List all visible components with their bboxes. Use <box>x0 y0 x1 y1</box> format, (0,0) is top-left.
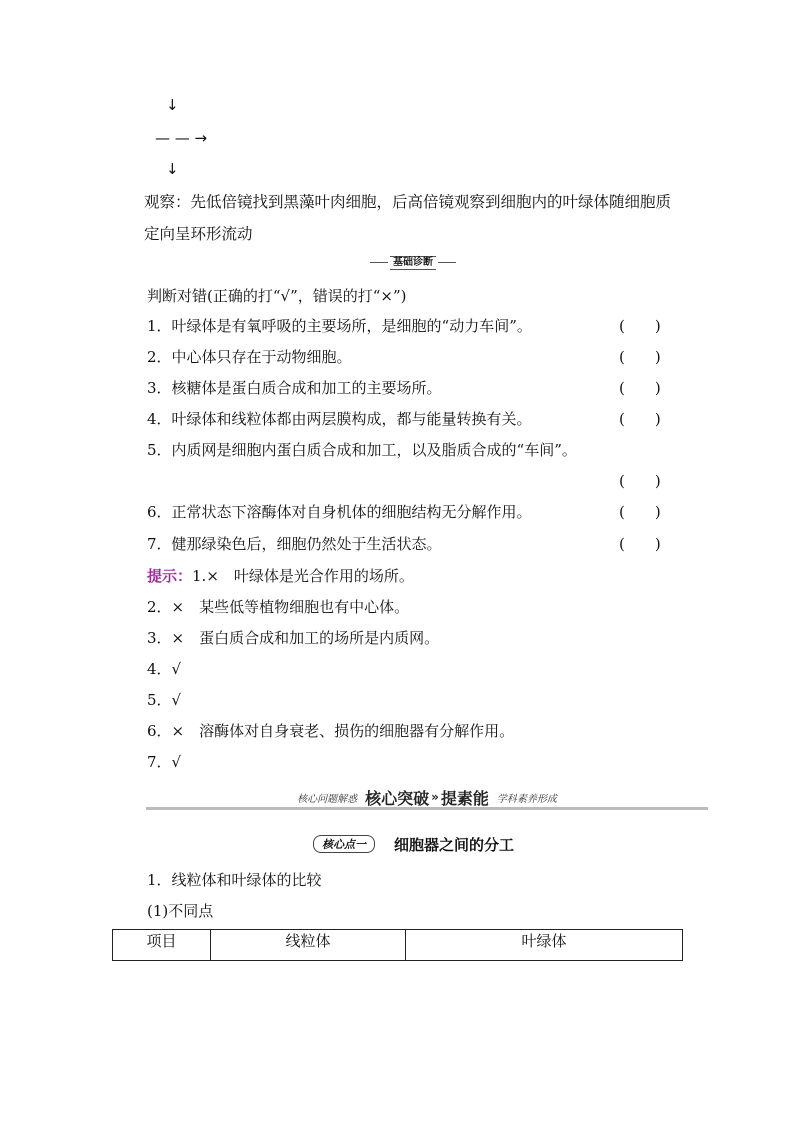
question-2: 2．中心体只存在于动物细胞。 <box>147 348 352 366</box>
table-header-mitochondria: 线粒体 <box>211 930 406 961</box>
answer-paren-4[interactable]: ( ) <box>619 410 661 428</box>
badge-line-right <box>438 262 456 263</box>
question-4: 4．叶绿体和线粒体都由两层膜构成，都与能量转换有关。 <box>147 410 532 428</box>
answer-paren-5[interactable]: ( ) <box>619 472 661 490</box>
answer-paren-3[interactable]: ( ) <box>619 379 661 397</box>
observation-paragraph <box>113 186 683 250</box>
badge-label: 基础诊断 <box>390 256 436 270</box>
banner-main-1: 核心突破 <box>365 788 430 808</box>
answer-paren-7[interactable]: ( ) <box>619 535 661 553</box>
banner-left-text: 核心问题解惑 <box>297 793 358 805</box>
key-point-badge: 核心点一 <box>313 835 375 853</box>
subheading-differences: (1)不同点 <box>147 902 214 920</box>
flow-arrow-down-2: ↓ <box>166 160 179 178</box>
banner-main-2: 提素能 <box>440 788 489 808</box>
hint-line-1 <box>147 565 414 586</box>
hint-item-7: 7．√ <box>147 753 182 771</box>
badge-line-left <box>370 262 388 263</box>
instruction-text: 判断对错(正确的打“√”，错误的打“×”) <box>147 287 407 305</box>
table-header-item: 项目 <box>113 930 211 961</box>
section-badge <box>368 255 458 270</box>
subheading-comparison: 1．线粒体和叶绿体的比较 <box>147 871 322 889</box>
answer-paren-2[interactable]: ( ) <box>619 348 661 366</box>
table-header-chloroplast: 叶绿体 <box>406 930 683 961</box>
comparison-table <box>112 929 683 961</box>
hint-item-2: 2．× 某些低等植物细胞也有中心体。 <box>147 598 410 616</box>
question-1: 1．叶绿体是有氧呼吸的主要场所，是细胞的“动力车间”。 <box>147 317 532 335</box>
hint-label: 提示： <box>147 567 193 585</box>
flow-arrow-down-1: ↓ <box>166 96 179 114</box>
banner-separator-icon: » <box>431 790 439 804</box>
answer-paren-6[interactable]: ( ) <box>619 503 661 521</box>
key-point-title: 细胞器之间的分工 <box>394 836 515 854</box>
question-7: 7．健那绿染色后，细胞仍然处于生活状态。 <box>147 535 442 553</box>
question-3: 3．核糖体是蛋白质合成和加工的主要场所。 <box>147 379 442 397</box>
hint-item-6: 6．× 溶酶体对自身衰老、损伤的细胞器有分解作用。 <box>147 722 515 740</box>
banner-right-text: 学科素养形成 <box>496 793 557 805</box>
hint-item-4: 4．√ <box>147 660 182 678</box>
section-banner <box>146 787 708 810</box>
hint-item-3: 3．× 蛋白质合成和加工的场所是内质网。 <box>147 629 440 647</box>
flow-arrow-right: — — → <box>155 129 208 147</box>
answer-paren-1[interactable]: ( ) <box>619 317 661 335</box>
hint-item-1: 1.× 叶绿体是光合作用的场所。 <box>192 567 414 585</box>
hint-item-5: 5．√ <box>147 691 182 709</box>
observation-text: 观察：先低倍镜找到黑藻叶肉细胞，后高倍镜观察到细胞内的叶绿体随细胞质定向呈环形流动 <box>144 193 672 243</box>
question-5: 5．内质网是细胞内蛋白质合成和加工，以及脂质合成的“车间”。 <box>147 441 577 459</box>
table-header-row <box>113 930 683 961</box>
question-6: 6．正常状态下溶酶体对自身机体的细胞结构无分解作用。 <box>147 503 532 521</box>
